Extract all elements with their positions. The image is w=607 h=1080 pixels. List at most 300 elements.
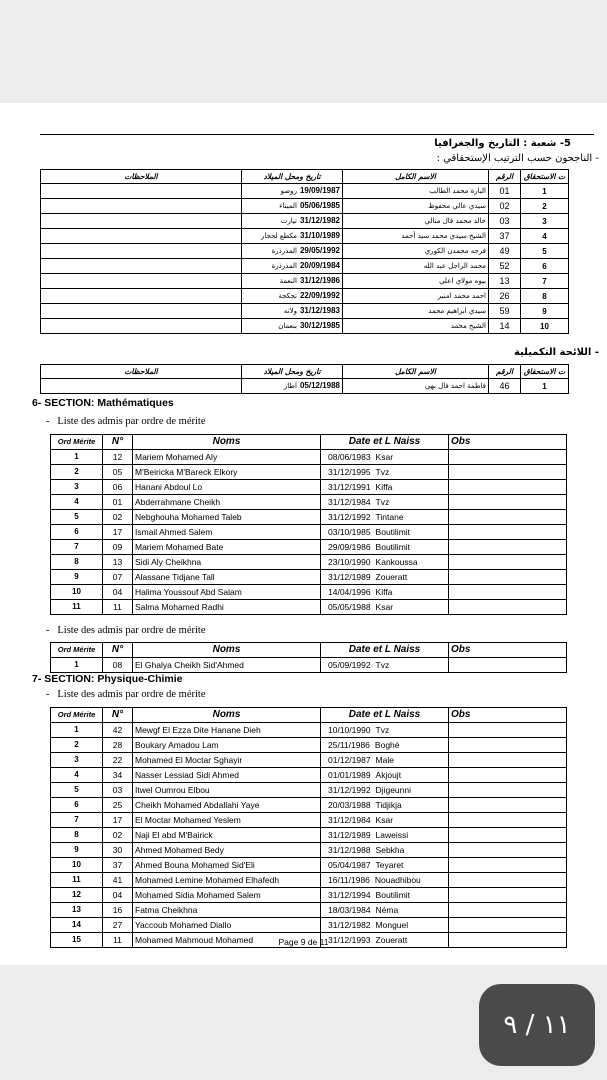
ord-cell: 11 — [51, 600, 103, 615]
table-row — [51, 783, 567, 798]
name-cell: M'Beiricka M'Bareck Elkory — [133, 465, 321, 480]
math-comp-title-text: Liste des admis par ordre de mérite — [57, 625, 206, 636]
math-comp-title — [46, 625, 206, 636]
rank-cell: 7 — [521, 274, 569, 289]
birth-cell — [242, 199, 343, 214]
birth-place: ولاته — [283, 307, 297, 315]
ord-cell: 8 — [51, 555, 103, 570]
ord-cell: 15 — [51, 933, 103, 948]
birth-date: 31/12/1989 — [328, 830, 371, 840]
name-cell: Mohamed Lemine Mohamed Elhafedh — [133, 873, 321, 888]
name-cell: خالد محمد فال منالي — [343, 214, 489, 229]
table-row — [51, 450, 567, 465]
birth-date: 25/11/1986 — [328, 740, 370, 750]
birth-place: بنعمان — [278, 322, 297, 330]
number-cell: 13 — [489, 274, 521, 289]
birth-cell — [321, 465, 449, 480]
name-cell: Mewgf El Ezza Dite Hanane Dieh — [133, 723, 321, 738]
number-cell: 03 — [489, 214, 521, 229]
birth-cell — [321, 510, 449, 525]
n-cell: 17 — [103, 813, 133, 828]
n-cell: 05 — [103, 465, 133, 480]
birth-place: Boghé — [374, 740, 400, 750]
name-cell: Salma Mohamed Radhi — [133, 600, 321, 615]
top-rule — [40, 134, 594, 135]
birth-date: 08/06/1983 — [328, 452, 371, 462]
birth-place: مكطع لحجار — [260, 232, 297, 240]
name-cell: Mohamed Sidia Mohamed Salem — [133, 888, 321, 903]
birth-cell — [242, 259, 343, 274]
birth-date: 31/12/1983 — [299, 306, 340, 315]
arabic-table-row — [41, 184, 569, 199]
rank-cell: 1 — [521, 379, 569, 394]
name-cell: Yaccoub Mohamed Diallo — [133, 918, 321, 933]
name-cell: Nebghouha Mohamed Taleb — [133, 510, 321, 525]
birth-place: Tvz — [375, 467, 390, 477]
physics-section-title: 7- SECTION: Physique-Chimie — [32, 673, 183, 685]
viewer-top-bar — [0, 0, 607, 103]
arabic-table-row — [41, 379, 569, 394]
birth-date: 16/11/1986 — [328, 875, 370, 885]
n-cell: 37 — [103, 858, 133, 873]
name-cell: Ahmed Bouna Mohamed Sid'Eli — [133, 858, 321, 873]
name-cell: سيدي عالي محفوظ — [343, 199, 489, 214]
birth-cell — [321, 873, 449, 888]
birth-date: 14/04/1996 — [328, 587, 371, 597]
header-notes: الملاحظات — [41, 365, 242, 379]
birth-date: 18/03/1984 — [328, 905, 371, 915]
header-ord: Ord Mérite — [51, 708, 103, 723]
name-cell: El Moctar Mohamed Yeslem — [133, 813, 321, 828]
header-n: N° — [103, 435, 133, 450]
birth-place: Monguel — [375, 920, 409, 930]
header-notes: الملاحظات — [41, 170, 242, 184]
header-noms: Noms — [133, 708, 321, 723]
birth-cell — [321, 918, 449, 933]
birth-cell — [321, 450, 449, 465]
notes-cell — [41, 289, 242, 304]
math-table — [50, 434, 567, 615]
birth-date: 01/01/1989 — [328, 770, 371, 780]
ord-cell: 9 — [51, 843, 103, 858]
birth-place: Male — [375, 755, 394, 765]
birth-date: 29/05/1992 — [299, 246, 340, 255]
birth-place: Nouadhibou — [374, 875, 421, 885]
birth-date: 31/12/1992 — [328, 785, 371, 795]
birth-date: 05/09/1992 — [328, 660, 371, 670]
name-cell: Naji El abd M'Bairick — [133, 828, 321, 843]
rank-cell: 10 — [521, 319, 569, 334]
name-cell: احمد محمد امنير — [343, 289, 489, 304]
birth-place: Djigeunni — [375, 785, 411, 795]
birth-cell — [321, 783, 449, 798]
birth-place: النعمة — [279, 277, 297, 285]
birth-date: 05/12/1988 — [299, 381, 340, 390]
birth-date: 31/12/1989 — [328, 572, 371, 582]
math-list-title — [46, 416, 206, 427]
rank-cell: 3 — [521, 214, 569, 229]
birth-cell — [242, 229, 343, 244]
birth-cell — [321, 723, 449, 738]
arabic-header-row — [41, 170, 569, 184]
table-row — [51, 510, 567, 525]
obs-cell — [449, 888, 567, 903]
arabic-table-row — [41, 289, 569, 304]
obs-cell — [449, 843, 567, 858]
n-cell: 01 — [103, 495, 133, 510]
ord-cell: 10 — [51, 585, 103, 600]
table-row — [51, 768, 567, 783]
n-cell: 12 — [103, 450, 133, 465]
birth-place: Teyaret — [375, 860, 404, 870]
birth-date: 05/06/1985 — [299, 201, 340, 210]
rank-cell: 1 — [521, 184, 569, 199]
page-counter-badge[interactable]: ١١ / ٩ — [479, 984, 595, 1066]
birth-place: Boutilimit — [375, 890, 411, 900]
birth-place: المذرذرة — [271, 262, 297, 270]
birth-date: 31/12/1984 — [328, 497, 371, 507]
birth-place: Tintane — [375, 512, 404, 522]
arabic-table-row — [41, 244, 569, 259]
name-cell: محمد الراجل عبد الله — [343, 259, 489, 274]
name-cell: البارة محمد الطالب — [343, 184, 489, 199]
obs-cell — [449, 813, 567, 828]
bullet: - — [46, 416, 50, 427]
name-cell: Cheikh Mohamed Abdallahi Yaye — [133, 798, 321, 813]
name-cell: فاطمة احمد فال بهي — [343, 379, 489, 394]
ord-cell: 10 — [51, 858, 103, 873]
ord-cell: 2 — [51, 738, 103, 753]
table-row — [51, 600, 567, 615]
birth-place: Ksar — [375, 602, 394, 612]
bullet: - — [46, 689, 50, 700]
table-row — [51, 555, 567, 570]
table-row — [51, 888, 567, 903]
birth-cell — [321, 540, 449, 555]
n-cell: 08 — [103, 658, 133, 673]
ord-cell: 2 — [51, 465, 103, 480]
birth-date: 23/10/1990 — [328, 557, 371, 567]
rank-cell: 6 — [521, 259, 569, 274]
number-cell: 59 — [489, 304, 521, 319]
arabic-comp-header-row — [41, 365, 569, 379]
birth-place: Tvz — [375, 497, 390, 507]
table-row — [51, 658, 567, 673]
birth-cell — [242, 244, 343, 259]
obs-cell — [449, 768, 567, 783]
obs-cell — [449, 510, 567, 525]
physics-list-title — [46, 689, 206, 700]
name-cell: Hanani Abdoul Lo — [133, 480, 321, 495]
birth-place: المذرذرة — [271, 247, 297, 255]
arabic-table-row — [41, 214, 569, 229]
birth-place: تيارت — [280, 217, 297, 225]
birth-place: Ksar — [375, 452, 394, 462]
header-number: الرقم — [489, 365, 521, 379]
n-cell: 42 — [103, 723, 133, 738]
birth-cell — [242, 214, 343, 229]
header-obs: Obs — [449, 643, 567, 658]
arabic-comp-table — [40, 364, 569, 394]
table-row — [51, 480, 567, 495]
birth-place: روصو — [280, 187, 297, 195]
birth-place: Laweissi — [375, 830, 409, 840]
ord-cell: 5 — [51, 510, 103, 525]
n-cell: 04 — [103, 585, 133, 600]
birth-date: 20/03/1988 — [328, 800, 371, 810]
birth-cell — [321, 600, 449, 615]
birth-cell — [242, 184, 343, 199]
arabic-complementary-title: - اللائحة التكميلية — [513, 347, 599, 358]
ord-cell: 13 — [51, 903, 103, 918]
table-row — [51, 465, 567, 480]
birth-place: Ksar — [375, 815, 394, 825]
table-row — [51, 585, 567, 600]
header-rank: ت الاستحقاق — [521, 170, 569, 184]
table-row — [51, 903, 567, 918]
rank-cell: 8 — [521, 289, 569, 304]
rank-cell: 4 — [521, 229, 569, 244]
birth-date: 01/12/1987 — [328, 755, 371, 765]
arabic-main-table — [40, 169, 569, 334]
notes-cell — [41, 199, 242, 214]
birth-cell — [321, 888, 449, 903]
birth-cell — [321, 753, 449, 768]
math-comp-table — [50, 642, 567, 673]
arabic-table-row — [41, 319, 569, 334]
obs-cell — [449, 753, 567, 768]
obs-cell — [449, 828, 567, 843]
ord-cell: 1 — [51, 723, 103, 738]
ord-cell: 1 — [51, 658, 103, 673]
number-cell: 46 — [489, 379, 521, 394]
birth-place: Tvz — [375, 660, 390, 670]
birth-date: 31/12/1982 — [299, 216, 340, 225]
obs-cell — [449, 540, 567, 555]
n-cell: 11 — [103, 933, 133, 948]
math-comp-header-row — [51, 643, 567, 658]
math-section-title: 6- SECTION: Mathématiques — [32, 397, 174, 409]
rank-cell: 9 — [521, 304, 569, 319]
header-name: الاسم الكامل — [343, 365, 489, 379]
obs-cell — [449, 873, 567, 888]
math-header-row — [51, 435, 567, 450]
birth-cell — [242, 274, 343, 289]
n-cell: 34 — [103, 768, 133, 783]
ord-cell: 7 — [51, 813, 103, 828]
obs-cell — [449, 450, 567, 465]
notes-cell — [41, 184, 242, 199]
name-cell: Nasser Lessiad Sidi Ahmed — [133, 768, 321, 783]
obs-cell — [449, 495, 567, 510]
ord-cell: 3 — [51, 480, 103, 495]
header-noms: Noms — [133, 643, 321, 658]
notes-cell — [41, 244, 242, 259]
birth-cell — [321, 813, 449, 828]
name-cell: Mohamed Mahmoud Mohamed — [133, 933, 321, 948]
birth-place: Kiffa — [375, 587, 393, 597]
birth-cell — [242, 289, 343, 304]
name-cell: فرجه محمدن الكوري — [343, 244, 489, 259]
n-cell: 07 — [103, 570, 133, 585]
birth-place: Boutilimit — [375, 527, 411, 537]
name-cell: Mariem Mohamed Aly — [133, 450, 321, 465]
name-cell: الشيخ سيدي محمد سيد أحمد — [343, 229, 489, 244]
number-cell: 52 — [489, 259, 521, 274]
n-cell: 13 — [103, 555, 133, 570]
birth-cell — [321, 903, 449, 918]
name-cell: بيوه مولاي اعلي — [343, 274, 489, 289]
name-cell: الشيخ محمد — [343, 319, 489, 334]
physics-list-title-text: Liste des admis par ordre de mérite — [57, 689, 206, 700]
birth-date: 31/12/1988 — [328, 845, 371, 855]
number-cell: 01 — [489, 184, 521, 199]
notes-cell — [41, 229, 242, 244]
obs-cell — [449, 858, 567, 873]
birth-date: 19/09/1987 — [299, 186, 340, 195]
name-cell: Halima Youssouf Abd Salam — [133, 585, 321, 600]
obs-cell — [449, 658, 567, 673]
ord-cell: 11 — [51, 873, 103, 888]
arabic-table-row — [41, 259, 569, 274]
arabic-list-title: - الناجحون حسب الترتيب الإستحقاقي : — [436, 153, 599, 164]
ord-cell: 12 — [51, 888, 103, 903]
n-cell: 27 — [103, 918, 133, 933]
birth-cell — [321, 858, 449, 873]
birth-date: 22/09/1992 — [299, 291, 340, 300]
header-date: تاريخ ومحل الميلاد — [242, 365, 343, 379]
birth-place: Zoueratt — [375, 935, 408, 945]
name-cell: Abderrahmane Cheikh — [133, 495, 321, 510]
birth-date: 31/12/1991 — [328, 482, 371, 492]
birth-cell — [321, 843, 449, 858]
birth-date: 05/05/1988 — [328, 602, 371, 612]
obs-cell — [449, 783, 567, 798]
notes-cell — [41, 379, 242, 394]
notes-cell — [41, 259, 242, 274]
birth-date: 20/09/1984 — [299, 261, 340, 270]
obs-cell — [449, 570, 567, 585]
number-cell: 14 — [489, 319, 521, 334]
birth-cell — [321, 585, 449, 600]
math-list-title-text: Liste des admis par ordre de mérite — [57, 416, 206, 427]
name-cell: Ahmed Mohamed Bedy — [133, 843, 321, 858]
header-n: N° — [103, 643, 133, 658]
n-cell: 09 — [103, 540, 133, 555]
ord-cell: 1 — [51, 450, 103, 465]
header-n: N° — [103, 708, 133, 723]
obs-cell — [449, 525, 567, 540]
name-cell: Ismail Ahmed Salem — [133, 525, 321, 540]
arabic-table-row — [41, 274, 569, 289]
rank-cell: 5 — [521, 244, 569, 259]
n-cell: 11 — [103, 600, 133, 615]
ord-cell: 4 — [51, 495, 103, 510]
header-number: الرقم — [489, 170, 521, 184]
header-name: الاسم الكامل — [343, 170, 489, 184]
notes-cell — [41, 304, 242, 319]
table-row — [51, 843, 567, 858]
birth-date: 30/12/1985 — [299, 321, 340, 330]
ord-cell: 6 — [51, 525, 103, 540]
header-date: تاريخ ومحل الميلاد — [242, 170, 343, 184]
bullet: - — [46, 625, 50, 636]
name-cell: Mohamed El Moctar Sghayir — [133, 753, 321, 768]
birth-date: 31/12/1994 — [328, 890, 371, 900]
table-row — [51, 540, 567, 555]
table-row — [51, 495, 567, 510]
birth-date: 31/12/1984 — [328, 815, 371, 825]
name-cell: Sidi Aly Cheikhna — [133, 555, 321, 570]
birth-place: اطار — [283, 382, 297, 390]
notes-cell — [41, 319, 242, 334]
birth-cell — [321, 480, 449, 495]
n-cell: 30 — [103, 843, 133, 858]
table-row — [51, 753, 567, 768]
rank-cell: 2 — [521, 199, 569, 214]
name-cell: Mariem Mohamed Bate — [133, 540, 321, 555]
name-cell: Itwel Oumrou Elbou — [133, 783, 321, 798]
number-cell: 49 — [489, 244, 521, 259]
header-date: Date et L Naiss — [321, 643, 449, 658]
header-obs: Obs — [449, 435, 567, 450]
arabic-table-row — [41, 229, 569, 244]
birth-date: 29/09/1986 — [328, 542, 371, 552]
birth-place: تجكجة — [278, 292, 297, 300]
birth-place: Boutilimit — [375, 542, 411, 552]
birth-date: 05/04/1987 — [328, 860, 371, 870]
n-cell: 41 — [103, 873, 133, 888]
n-cell: 02 — [103, 510, 133, 525]
header-ord: Ord Mérite — [51, 435, 103, 450]
ord-cell: 5 — [51, 783, 103, 798]
table-row — [51, 813, 567, 828]
birth-place: Sebkha — [375, 845, 405, 855]
header-noms: Noms — [133, 435, 321, 450]
section5-title: 5- شعبة : التاريخ والجغرافيا — [434, 138, 571, 149]
birth-cell — [321, 570, 449, 585]
obs-cell — [449, 480, 567, 495]
birth-place: Kankoussa — [375, 557, 418, 567]
ord-cell: 9 — [51, 570, 103, 585]
header-obs: Obs — [449, 708, 567, 723]
notes-cell — [41, 274, 242, 289]
birth-cell — [321, 658, 449, 673]
number-cell: 37 — [489, 229, 521, 244]
table-row — [51, 723, 567, 738]
birth-cell — [321, 525, 449, 540]
n-cell: 17 — [103, 525, 133, 540]
header-ord: Ord Mérite — [51, 643, 103, 658]
table-row — [51, 918, 567, 933]
birth-cell — [321, 798, 449, 813]
n-cell: 06 — [103, 480, 133, 495]
n-cell: 04 — [103, 888, 133, 903]
table-row — [51, 858, 567, 873]
name-cell: Alassane Tidjane Tall — [133, 570, 321, 585]
obs-cell — [449, 723, 567, 738]
birth-place: Zoueratt — [375, 572, 408, 582]
birth-place: Kiffa — [375, 482, 393, 492]
name-cell: سيدي ابراهيم محمد — [343, 304, 489, 319]
ord-cell: 7 — [51, 540, 103, 555]
birth-cell — [242, 304, 343, 319]
birth-cell — [321, 495, 449, 510]
table-row — [51, 570, 567, 585]
birth-cell — [242, 379, 343, 394]
document-page — [0, 103, 607, 965]
name-cell: Fatma Cheikhna — [133, 903, 321, 918]
